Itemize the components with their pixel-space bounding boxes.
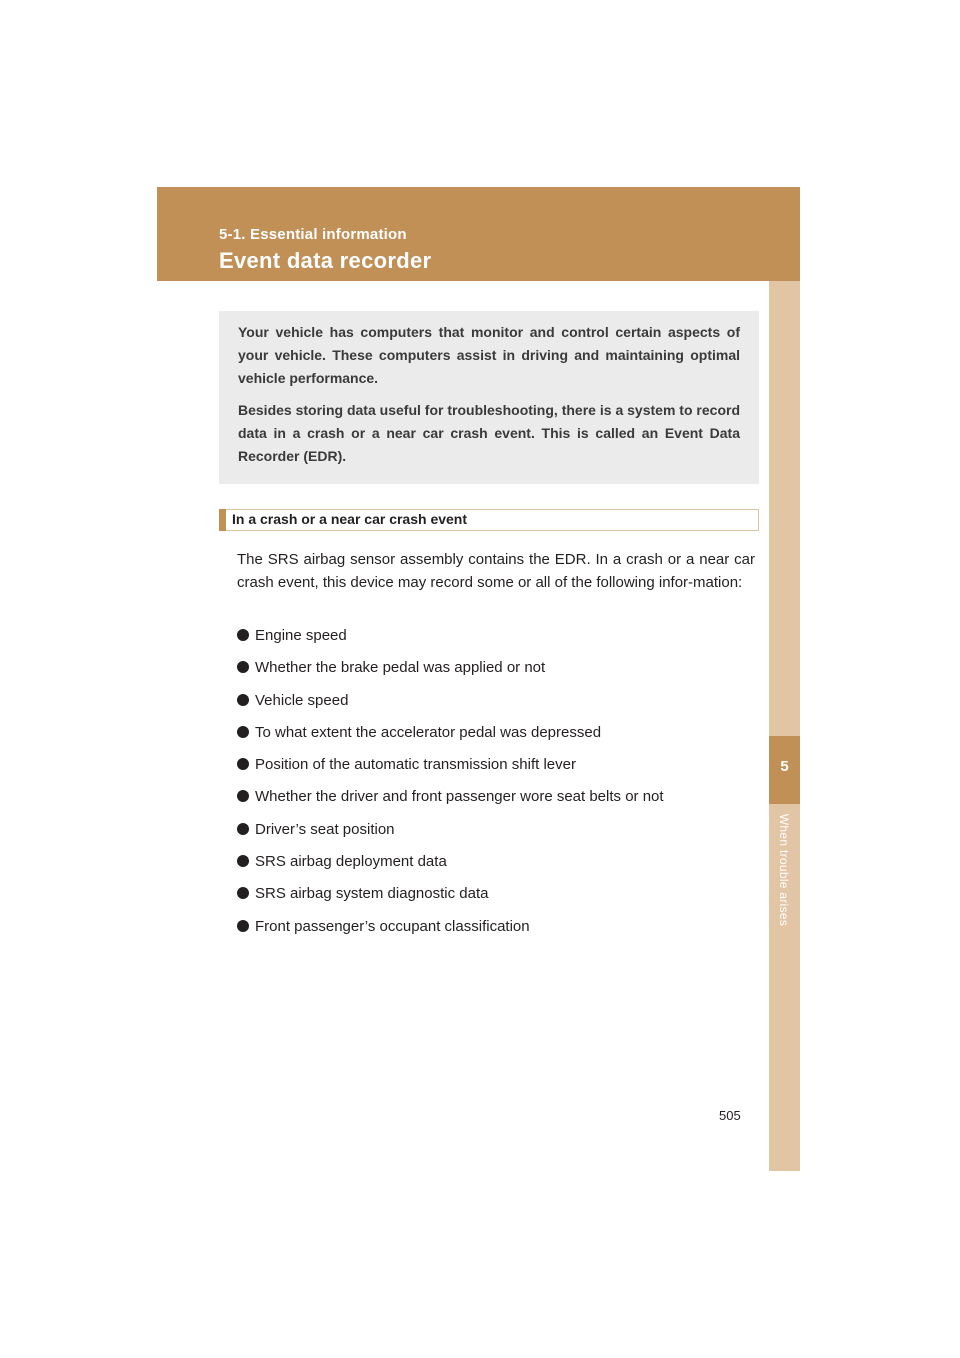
bullet-icon xyxy=(237,758,249,770)
intro-paragraph: Besides storing data useful for troubleshooting, there is a system to record data in a crash or a near car crash event. This is called an Event Data Recorder (EDR). xyxy=(238,402,740,464)
intro-box xyxy=(219,311,759,484)
list-item: Front passenger’s occupant classification xyxy=(237,913,664,945)
section-body: The SRS airbag sensor assembly contains the EDR. In a crash or a near car crash event, this device may record some or all of the following infor-mation: xyxy=(237,551,755,591)
list-item: Position of the automatic transmission shift lever xyxy=(237,751,664,783)
section-heading: In a crash or a near car crash event xyxy=(232,511,468,527)
page-title: Event data recorder xyxy=(219,248,432,273)
intro-paragraph: Your vehicle has computers that monitor and control certain aspects of your vehicle. These computers assist in driving and maintaining optimal vehicle performance. xyxy=(238,324,740,386)
bullet-icon xyxy=(237,726,249,738)
page-number: 505 xyxy=(719,1108,741,1123)
subheading-accent-bar xyxy=(219,509,226,531)
bullet-icon xyxy=(237,920,249,932)
chapter-side-tab xyxy=(769,281,800,1171)
list-item: SRS airbag system diagnostic data xyxy=(237,880,664,912)
list-item: Engine speed xyxy=(237,622,664,654)
list-item: Driver’s seat position xyxy=(237,816,664,848)
list-item: Vehicle speed xyxy=(237,687,664,719)
recorded-data-list xyxy=(237,622,664,945)
list-item: Whether the brake pedal was applied or not xyxy=(237,654,664,686)
list-item: To what extent the accelerator pedal was depressed xyxy=(237,719,664,751)
bullet-icon xyxy=(237,629,249,641)
bullet-icon xyxy=(237,855,249,867)
bullet-icon xyxy=(237,661,249,673)
bullet-icon xyxy=(237,694,249,706)
list-item: Whether the driver and front passenger wore seat belts or not xyxy=(237,783,664,815)
bullet-icon xyxy=(237,887,249,899)
chapter-title: When trouble arises xyxy=(777,813,791,927)
bullet-icon xyxy=(237,823,249,835)
chapter-number: 5 xyxy=(780,758,789,775)
bullet-icon xyxy=(237,790,249,802)
section-label: 5-1. Essential information xyxy=(219,226,407,243)
list-item: SRS airbag deployment data xyxy=(237,848,664,880)
